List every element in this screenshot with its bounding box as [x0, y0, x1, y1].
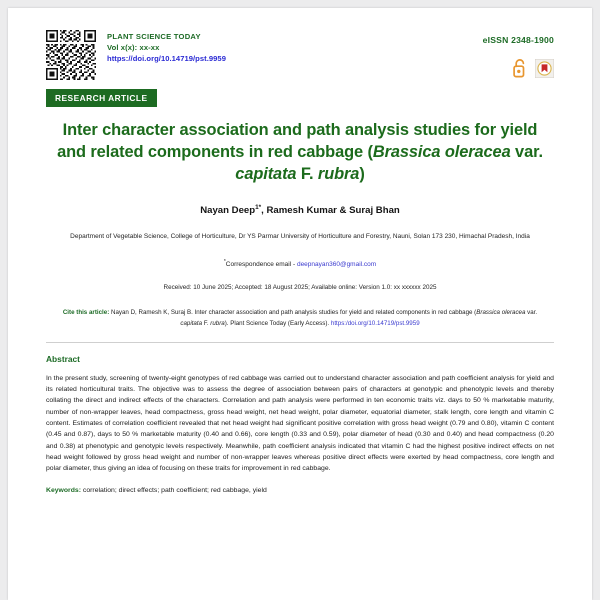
citation-species-3: rubra: [210, 319, 225, 327]
citation-text-1: Nayan D, Ramesh K, Suraj B. Inter character association and path analysis studies for yield and related components in red cabbage (: [109, 309, 477, 317]
keywords-label: Keywords:: [46, 486, 81, 494]
correspondence-label: Correspondence email -: [225, 261, 297, 269]
citation-species-2: capitata: [180, 319, 203, 327]
open-access-lock-icon: [513, 58, 528, 78]
title-text-2: var.: [510, 142, 543, 161]
abstract-heading: Abstract: [46, 353, 80, 364]
title-text-3: F.: [296, 164, 318, 183]
journal-info: [107, 30, 226, 64]
journal-emblem-icon: [535, 59, 554, 78]
title-text-1: Inter character association and path analysis studies for yield and related components in red cabbage (: [57, 121, 538, 161]
citation-doi-link[interactable]: https:/doi.org/10.14719/pst.9959: [330, 319, 420, 327]
citation-text-2: var.: [525, 309, 538, 317]
citation-species-1: Brassica oleracea: [476, 309, 526, 317]
author-list: [46, 204, 554, 216]
masthead-right: [483, 30, 554, 78]
journal-volume: Vol x(x): xx-xx: [107, 42, 160, 52]
citation-label: Cite this article:: [62, 309, 110, 317]
masthead: [46, 30, 554, 80]
section-divider: [46, 342, 554, 343]
masthead-left: [46, 30, 226, 80]
citation-text-4: ). Plant Science Today (Early Access).: [224, 319, 331, 327]
masthead-icons: [483, 58, 554, 78]
publication-dates: Received: 10 June 2025; Accepted: 18 August 2025; Available online: Version 1.0: xx xxxxxx 2025: [163, 284, 437, 292]
title-species-1: Brassica oleracea: [372, 142, 511, 161]
title-species-2: capitata: [235, 164, 297, 183]
page-title: [46, 120, 554, 185]
title-species-3: rubra: [317, 164, 360, 183]
paper-page: [8, 8, 592, 600]
eissn-text: eISSN 2348-1900: [482, 35, 554, 45]
qr-code-icon: [46, 30, 96, 80]
keywords-line: [46, 486, 554, 497]
affiliation-text: Department of Vegetable Science, College of Horticulture, Dr YS Parmar University of Horticulture and Forestry, Nauni, Solan 173 230, Himachal Pradesh, India: [70, 232, 530, 240]
keywords-value: correlation; direct effects; path coefficient; red cabbage, yield: [81, 486, 267, 494]
abstract-body: In the present study, screening of twenty-eight genotypes of red cabbage was carried out to understand character association and path coefficient analysis for yield and its related horticultural traits. The objective was to assess the degree of association between pairs of characters at genotypic and phenotypic levels and thereby collating the direct and indirect effects of the characters. Correlation and path analysis were performed in ten economic traits viz. days to 50 % marketable maturity, number of non-wrapper leaves, head compactness, gross head weight, net head weight, polar diameter, equatorial diameter, stalk length, core length and vitamin C content. Estimates of correlation coefficient revealed that net head weight had significant positive correlation with gross head weight (0.79 and 0.80), vitamin C content (0.45 and 0.87), days to 50 % marketable maturity (0.40 and 0.66), core length (0.33 and 0.59), polar diameter of head (0.30 and 0.40) and head compactness (0.20 and 0.38) at phenotypic and genotypic levels respectively. Meanwhile, path coefficient analysis indicated that vitamin C had the highest positive indirect effects on net head weight followed by gross head weight and number of non-wrapper leaves whereas positive direct effects were exerted by head compactness, core length and polar diameter, thus giving an idea of focusing on these traits for improvement in red cabbage.: [46, 374, 554, 473]
citation-text-3: F.: [202, 319, 211, 327]
title-text-4: ): [359, 164, 365, 183]
correspondence-email[interactable]: deepnayan360@gmail.com: [296, 261, 377, 269]
author-rest: , Ramesh Kumar & Suraj Bhan: [261, 205, 400, 217]
journal-name: PLANT SCIENCE TODAY: [107, 32, 201, 41]
author-affiliation-marker: 1*: [255, 204, 262, 212]
author-first: Nayan Deep: [200, 205, 256, 217]
journal-doi-link[interactable]: https://doi.org/10.14719/pst.9959: [107, 53, 226, 63]
article-type-badge: RESEARCH ARTICLE: [46, 89, 157, 107]
correspondence-line: [46, 259, 554, 268]
citation-block: [46, 308, 554, 329]
correspondence-marker: *: [223, 259, 226, 266]
